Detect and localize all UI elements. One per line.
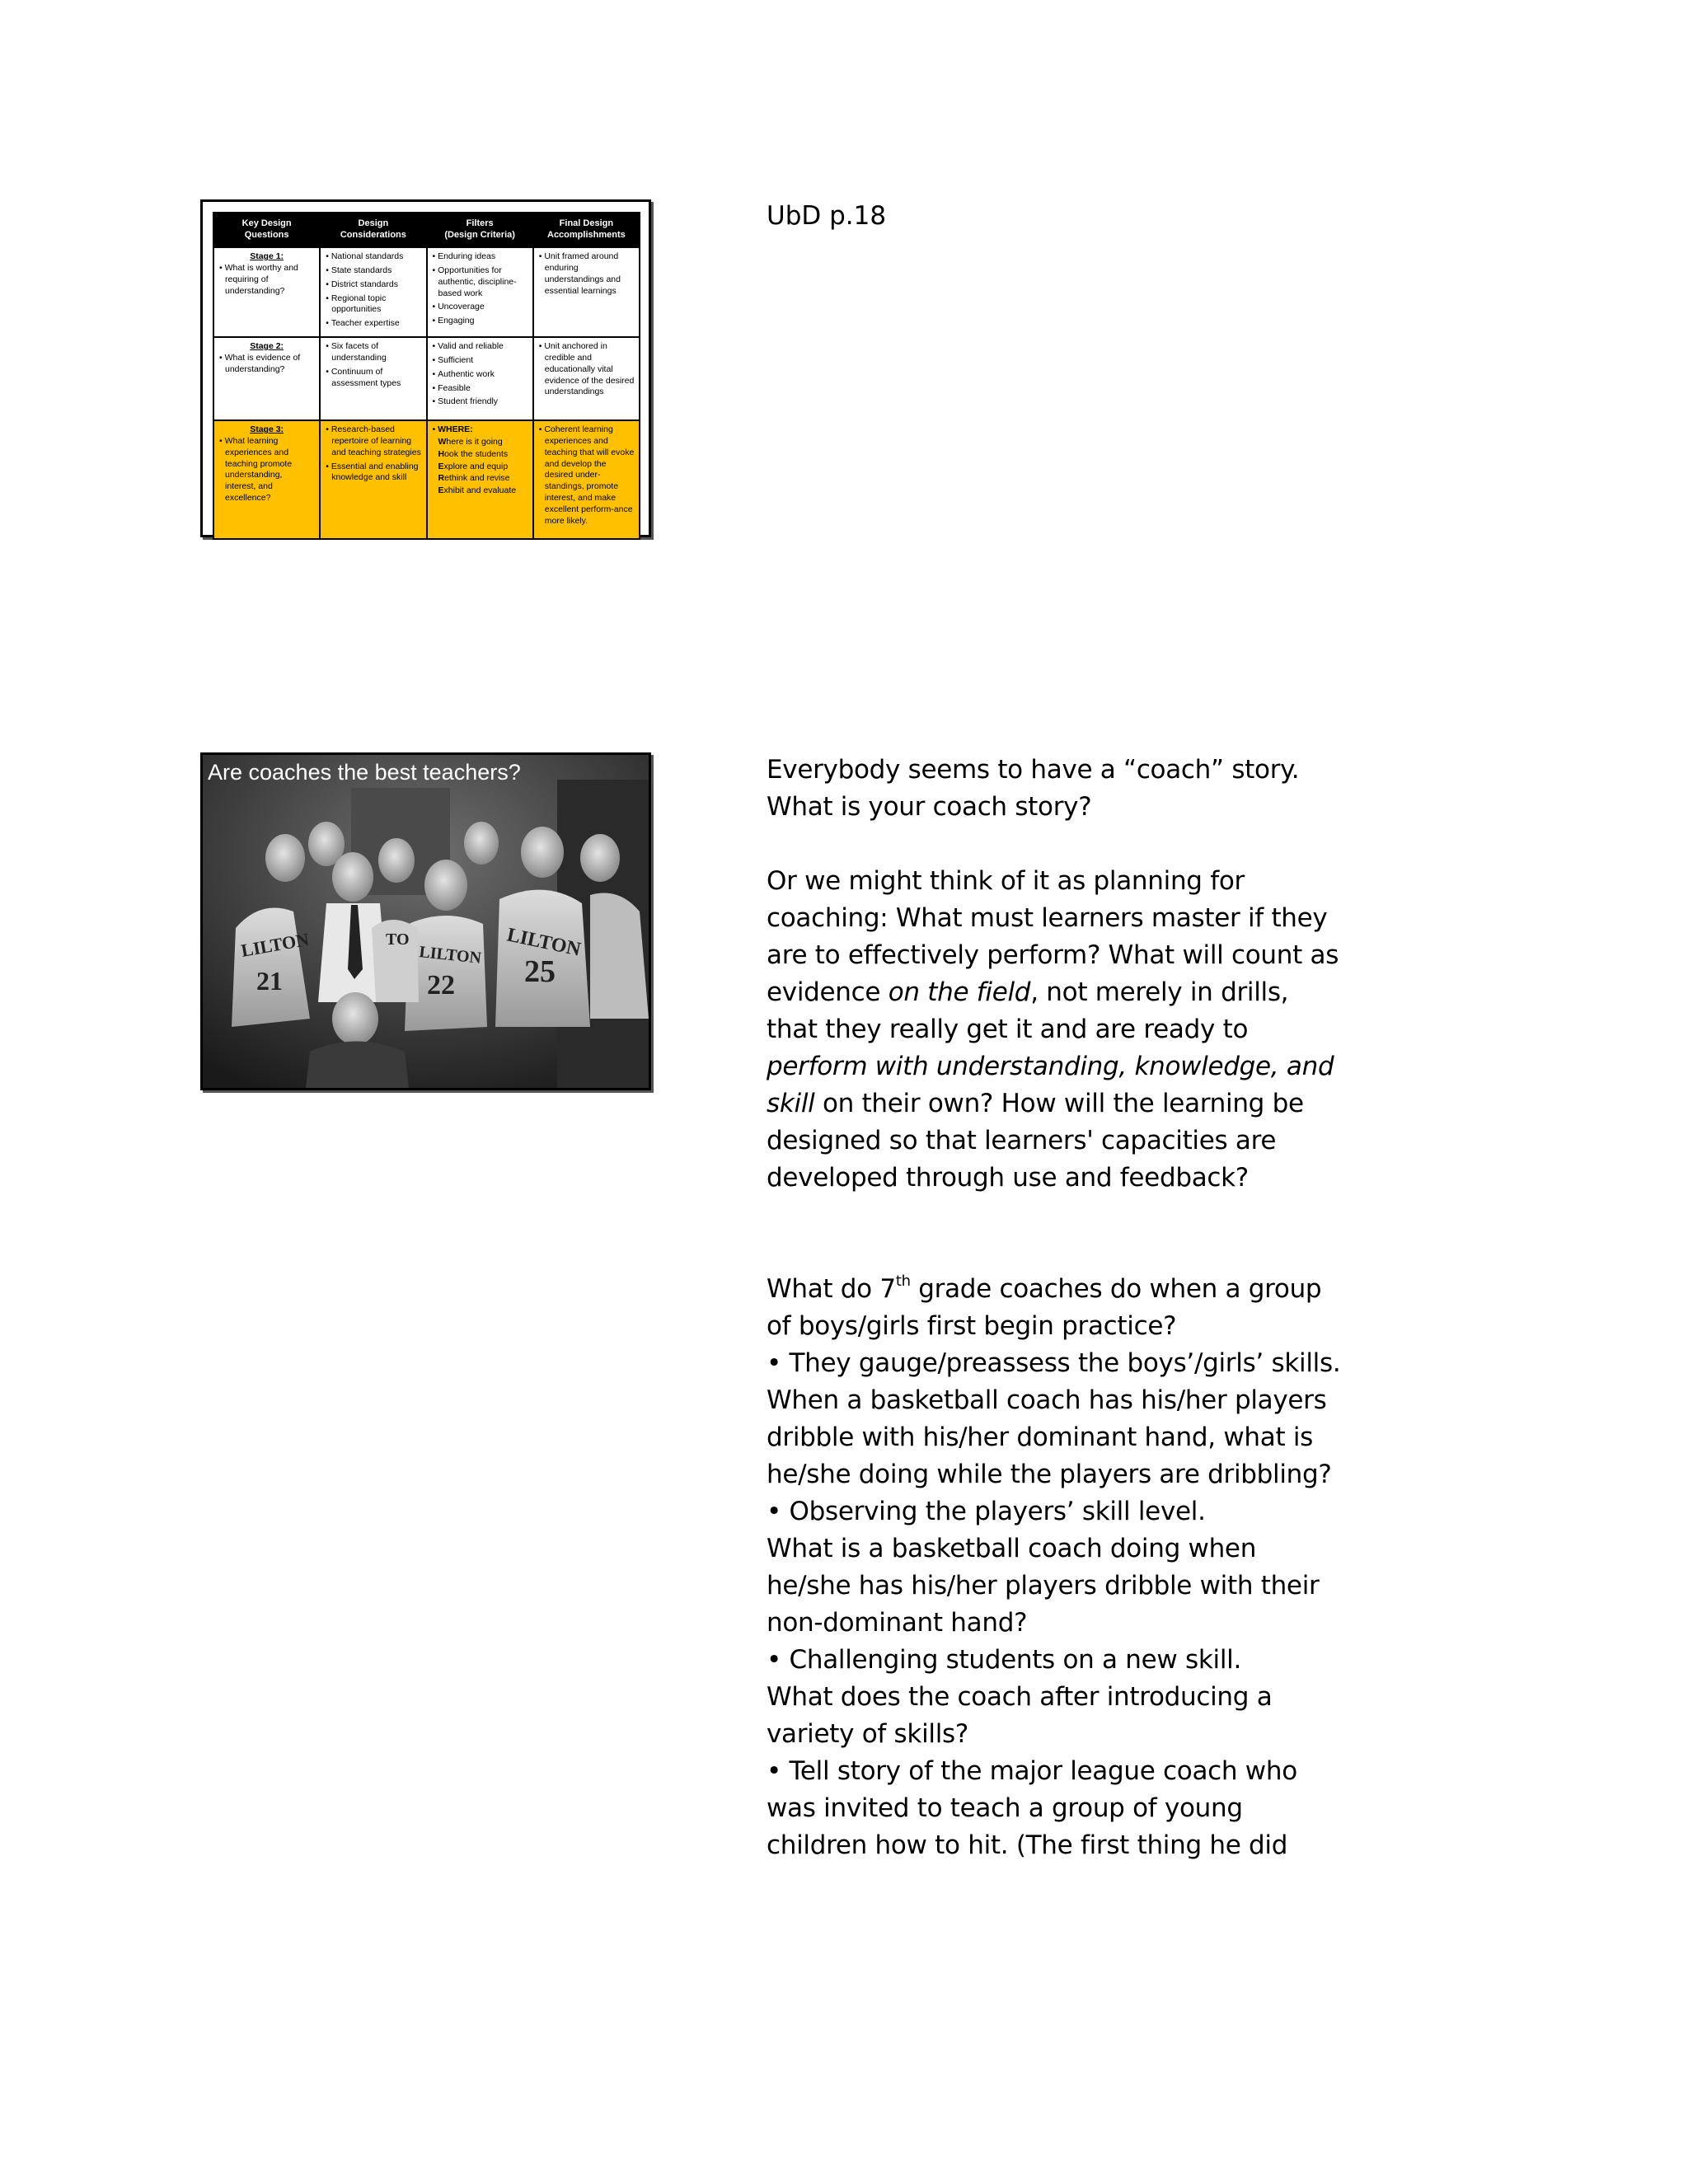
paragraph-gap	[767, 1197, 1343, 1271]
table-row	[213, 337, 640, 420]
jersey-letters: LILTON	[504, 924, 583, 961]
accomplishments-list	[538, 251, 635, 297]
stage-question: • What is evidence of understanding?	[218, 353, 315, 376]
list-item: • Regional topic opportunities	[325, 293, 421, 316]
considerations-list	[325, 251, 421, 330]
notes-question	[767, 1271, 1343, 1345]
list-item: • Teacher expertise	[325, 318, 421, 330]
where-letter: E	[438, 461, 444, 471]
question-cell	[213, 247, 320, 337]
notes-answer: • Challenging students on a new skill.	[767, 1645, 1241, 1675]
notes-question: What is a basketball coach doing when he/she has his/her players dribble with their non-dominant hand?	[767, 1534, 1320, 1638]
list-item: • Research-based repertoire of learning and teaching strategies	[325, 424, 421, 459]
notes-text: , not merely in drills, that they really get it and are ready to	[767, 977, 1289, 1044]
where-text: xplore and equip	[443, 461, 509, 471]
list-item: • Uncoverage	[432, 302, 528, 313]
jersey-letters: LILTON	[418, 943, 482, 968]
column-header-line: Accomplishments	[547, 230, 626, 240]
stage-question: • What is worthy and requiring of understanding?	[218, 263, 315, 298]
where-letter: H	[438, 448, 445, 459]
where-text: here is it going	[446, 436, 503, 447]
where-text: ook the students	[444, 448, 509, 459]
column-header-line: Considerations	[340, 230, 406, 240]
accomplishments-list	[538, 341, 635, 398]
table-header-row	[213, 213, 640, 247]
notes-emphasis: perform with understanding, knowledge, and skill	[767, 1052, 1334, 1118]
column-header	[320, 213, 426, 247]
notes-question: What does the coach after introducing a variety of skills?	[767, 1682, 1273, 1749]
where-heading-text: WHERE:	[438, 424, 473, 434]
stage-label: Stage 1:	[250, 251, 284, 261]
notes-text: grade coaches do when a group of boys/girls first begin practice?	[767, 1274, 1322, 1341]
where-item	[432, 485, 528, 497]
paragraph-gap	[767, 826, 1343, 863]
table-row	[213, 420, 640, 539]
notes-line: Everybody seems to have a “coach” story.	[767, 755, 1300, 785]
ubd-design-table	[213, 212, 640, 540]
list-item: • District standards	[325, 279, 421, 291]
considerations-cell	[320, 247, 426, 337]
stage-label: Stage 2:	[250, 341, 284, 351]
slide2-notes	[767, 752, 1343, 1864]
list-item: • Continuum of assessment types	[325, 367, 421, 390]
list-item: • Valid and reliable	[432, 341, 528, 353]
table-row	[213, 247, 640, 337]
coach-head	[332, 852, 373, 902]
list-item: • Sufficient	[432, 355, 528, 367]
where-letter: E	[438, 485, 444, 496]
player-head	[580, 834, 620, 882]
list-item: • Opportunities for authentic, discipline-based work	[432, 265, 528, 300]
list-item: • State standards	[325, 265, 421, 277]
question-cell	[213, 420, 320, 539]
list-item: • Enduring ideas	[432, 251, 528, 263]
list-item: • Student friendly	[432, 396, 528, 408]
stage-label: Stage 3:	[250, 424, 284, 434]
considerations-cell	[320, 420, 426, 539]
considerations-list	[325, 424, 421, 484]
filters-cell	[427, 420, 533, 539]
jersey-letters: TO	[386, 930, 410, 949]
list-item: • Six facets of understanding	[325, 341, 421, 364]
list-item: • Unit anchored in credible and educationally vital evidence of the desired understandings	[538, 341, 635, 398]
where-letter: W	[438, 436, 447, 447]
where-heading	[432, 424, 528, 436]
column-header-line: Final Design	[559, 218, 614, 229]
accomplishments-list	[538, 424, 635, 527]
player-head	[424, 860, 467, 911]
filters-cell	[427, 337, 533, 420]
list-item: • Feasible	[432, 383, 528, 395]
where-item	[432, 473, 528, 485]
jersey-number: 21	[256, 966, 283, 996]
jersey-number: 22	[427, 970, 455, 1001]
slide-title: Are coaches the best teachers?	[208, 760, 521, 785]
list-item: • Essential and enabling knowledge and skill	[325, 462, 421, 485]
player-head	[265, 834, 305, 882]
player-shoulders	[306, 1042, 409, 1089]
question-cell	[213, 337, 320, 420]
where-letter: R	[438, 473, 445, 484]
notes-line: What is your coach story?	[767, 792, 1092, 822]
list-item: • Authentic work	[432, 369, 528, 381]
jersey-number: 25	[524, 954, 556, 989]
accomplishments-cell	[533, 420, 640, 539]
list-item: • National standards	[325, 251, 421, 263]
slide-thumbnail-coaches	[200, 752, 651, 1090]
column-header-line: Filters	[466, 218, 494, 229]
column-header	[533, 213, 640, 247]
team-photo	[203, 755, 649, 1088]
where-item	[432, 437, 528, 448]
jersey-letters: LILTON	[239, 928, 311, 961]
column-header-line: (Design Criteria)	[444, 230, 515, 240]
stage-question: • What learning experiences and teaching promote understanding, interest, and excellence?	[218, 436, 315, 504]
column-header	[427, 213, 533, 247]
notes-text: What do 7	[767, 1274, 896, 1304]
ordinal-superscript: th	[895, 1272, 911, 1290]
slide-thumbnail-ubd-table	[200, 199, 651, 537]
player-head	[332, 992, 378, 1045]
notes-answer: • Observing the players’ skill level.	[767, 1497, 1206, 1526]
where-text: xhibit and evaluate	[443, 485, 517, 496]
player-head	[521, 827, 564, 878]
notes-question: When a basketball coach has his/her players dribble with his/her dominant hand, what is he/she doing while the players are dribbling?	[767, 1385, 1332, 1489]
column-header-line: Design	[358, 218, 389, 229]
player-head	[464, 822, 499, 865]
filters-list	[432, 341, 528, 408]
column-header-line: Key Design	[241, 218, 292, 229]
notes-emphasis: on the field	[888, 977, 1031, 1007]
accomplishments-cell	[533, 337, 640, 420]
list-item: • Engaging	[432, 316, 528, 327]
column-header-line: Questions	[244, 230, 289, 240]
list-item: • Coherent learning experiences and teaching that will evoke and develop the desired under-standings, promote interest, and make excellent perform-ance more likely.	[538, 424, 635, 527]
list-item: • Unit framed around enduring understandings and essential learnings	[538, 251, 635, 297]
notes-answer: • They gauge/preassess the boys’/girls’ skills.	[767, 1348, 1341, 1378]
column-header	[213, 213, 320, 247]
filters-cell	[427, 247, 533, 337]
where-list	[432, 424, 528, 497]
accomplishments-cell	[533, 247, 640, 337]
slide1-note: UbD p.18	[767, 201, 887, 231]
where-item	[432, 462, 528, 473]
considerations-cell	[320, 337, 426, 420]
notes-answer: • Tell story of the major league coach who was invited to teach a group of young children how to hit. (The first thing he did	[767, 1756, 1297, 1860]
considerations-list	[325, 341, 421, 389]
filters-list	[432, 251, 528, 327]
notes-text: on their own? How will the learning be designed so that learners' capacities are developed through use and feedback?	[767, 1089, 1304, 1193]
player-head	[378, 838, 415, 883]
notes-paragraph	[767, 863, 1343, 1197]
where-text: ethink and revise	[444, 473, 510, 484]
where-item	[432, 449, 528, 461]
notes-text: Or we might think of it as planning for coaching: What must learners master if they are to effectively perform? What will count as evidence	[767, 866, 1339, 1007]
